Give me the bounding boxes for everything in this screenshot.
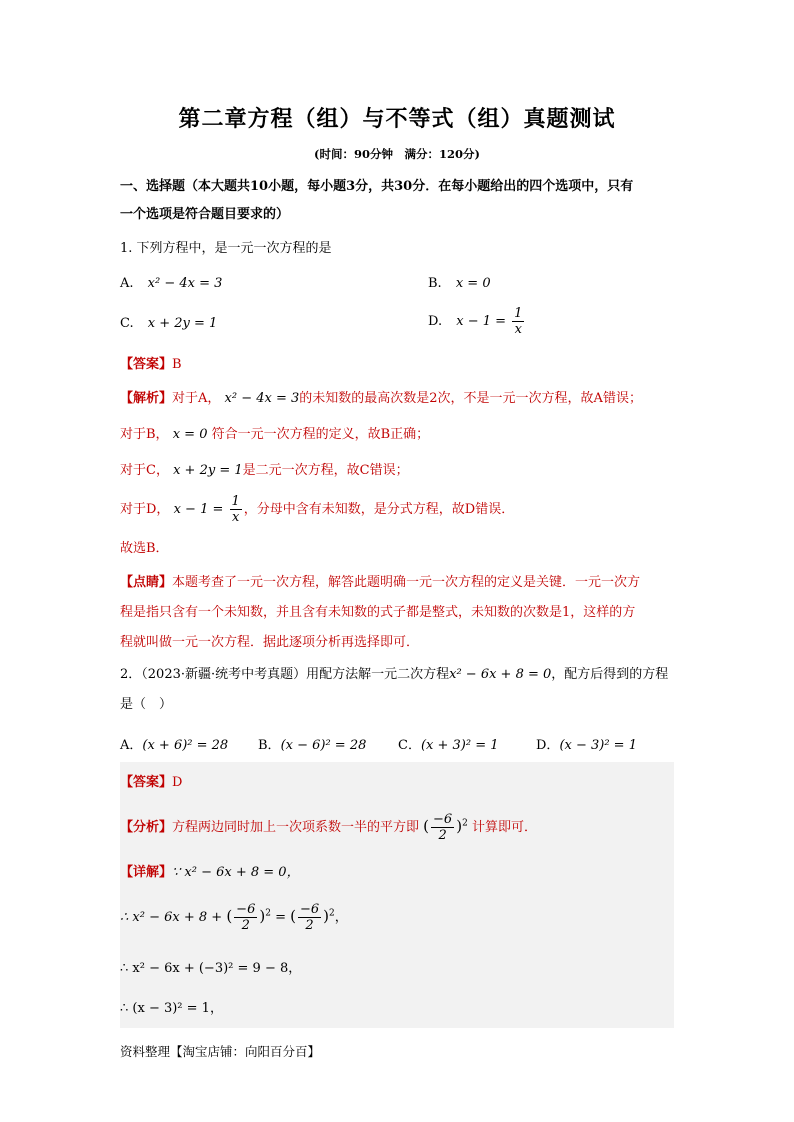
q1-option-c (120, 316, 217, 331)
q2-stem-2: 是（ ） (120, 697, 173, 712)
q2-detail-1: 【详解】∵ x² − 6x + 8 = 0， (120, 865, 300, 880)
q1-option-a (120, 276, 222, 291)
option-label: A. (120, 276, 134, 291)
q1-analysis-4: 对于D， x − 1 = $\frac{1}{x}$ ，分母中含有未知数，是分式方程，故D错误． (120, 494, 515, 525)
fraction: $\frac{-6}{2}$ (299, 902, 320, 933)
fraction: $\frac{-6}{2}$ (236, 902, 256, 933)
q1-option-b (428, 276, 491, 291)
option-expr: x − 1 = (456, 314, 507, 329)
fraction: $\frac{1}{x}$ (231, 494, 240, 525)
fraction: $\frac{1}{x}$ (514, 306, 523, 337)
option-label: D. (428, 314, 443, 329)
fraction: $\frac{-6}{2}$ (433, 812, 453, 843)
q2-stem-1: 2．（2023·新疆·统考中考真题）用配方法解一元二次方程x² − 6x + 8 = 0，配方后得到的方程 (120, 667, 669, 682)
exam-info: (时间：90分钟 满分：120分) (314, 147, 480, 161)
q1-answer: 【答案】B (120, 357, 182, 372)
option-label: C. (120, 316, 134, 331)
q1-comment-3: 程就叫做一元一次方程．据此逐项分析再选择即可． (120, 635, 420, 650)
option-label: B. (428, 276, 442, 291)
q2-option-b: B．(x − 6)² = 28 (258, 738, 367, 753)
q1-stem: 1. 下列方程中，是一元一次方程的是 (120, 241, 332, 256)
q1-comment-1: 【点睛】本题考查了一元一次方程，解答此题明确一元一次方程的定义是关键．一元一次方 (120, 575, 641, 590)
q2-option-a: A．(x + 6)² = 28 (120, 738, 229, 753)
solution-shaded-box (120, 762, 674, 1028)
page-title: 第二章方程（组）与不等式（组）真题测试 (178, 106, 616, 132)
q2-answer: 【答案】D (120, 775, 183, 790)
q1-analysis-2: 对于B， x = 0 符合一元一次方程的定义，故B正确； (120, 427, 430, 442)
option-expr: x + 2y = 1 (147, 316, 218, 331)
q2-option-d: D．(x − 3)² = 1 (536, 738, 637, 753)
option-expr: x² − 4x = 3 (147, 276, 223, 291)
option-expr: x = 0 (455, 276, 491, 291)
q1-analysis-1: 【解析】对于A， x² − 4x = 3的未知数的最高次数是2次，不是一元一次方程，故A错误； (120, 391, 642, 406)
q1-option-d (428, 306, 526, 337)
q2-analysis: 【分析】方程两边同时加上一次项系数一半的平方即 ( $\frac{-6}{2}$ )$^2$ 计算即可． (120, 812, 537, 843)
section-heading-line2: 一个选项是符合题目要求的） (120, 207, 290, 222)
section-heading-line1: 一、选择题（本大题共10小题，每小题3分，共30分．在每小题给出的四个选项中，只有 (120, 179, 634, 194)
q2-detail-4: ∴ (x − 3)² = 1， (120, 1001, 223, 1016)
q2-option-c: C．(x + 3)² = 1 (398, 738, 499, 753)
footer-note: 资料整理【淘宝店铺：向阳百分百】 (120, 1044, 321, 1059)
q1-analysis-5: 故选B． (120, 541, 169, 556)
q1-analysis-3: 对于C， x + 2y = 1是二元一次方程，故C错误； (120, 463, 409, 478)
q2-detail-3: ∴ x² − 6x + (−3)² = 9 − 8， (120, 961, 302, 976)
q1-comment-2: 程是指只含有一个未知数，并且含有未知数的式子都是整式，未知数的次数是1，这样的方 (120, 605, 636, 620)
q2-detail-2: ∴ x² − 6x + 8 + ( $\frac{-6}{2}$ )$^2$ = ( $\frac{-6}{2}$ )$^2$， (120, 902, 348, 933)
